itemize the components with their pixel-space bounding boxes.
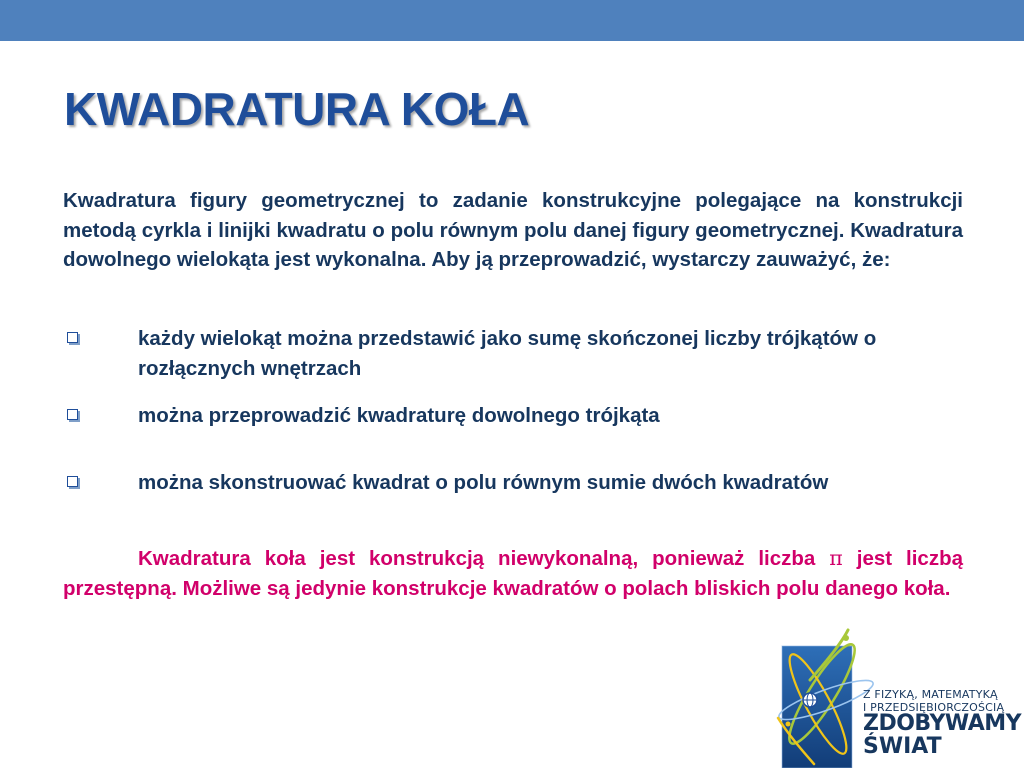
bullet-text: każdy wielokąt można przedstawić jako sumę skończonej liczby trójkątów o rozłącznych wnętrzach bbox=[138, 327, 877, 380]
logo-name: ZDOBYWAMY bbox=[863, 711, 1022, 736]
top-accent-bar bbox=[0, 0, 1024, 41]
intro-paragraph: Kwadratura figury geometrycznej to zadanie konstrukcyjne polegające na konstrukcji metodą cyrkla i linijki kwadratu o polu równym polu danej figury geometrycznej. Kwadratura dowolnego wielokąta jest wykonalna. Aby ją przeprowadzić, wystarczy zauważyć, że: bbox=[63, 189, 963, 271]
logo-tagline: Z FIZYKĄ, MATEMATYKĄ bbox=[863, 688, 998, 701]
square-bullet-icon bbox=[67, 332, 78, 343]
square-bullet-icon bbox=[67, 409, 78, 420]
square-bullet-icon bbox=[67, 476, 78, 487]
slide-title: KWADRATURA KOŁA bbox=[64, 83, 530, 135]
bullet-text: można przeprowadzić kwadraturę dowolnego trójkąta bbox=[138, 404, 660, 427]
bullet-item bbox=[63, 468, 963, 498]
zdobywamy-swiat-logo bbox=[766, 622, 1024, 768]
conclusion-text-start: Kwadratura koła jest konstrukcją niewykonalną, ponieważ liczba bbox=[138, 547, 830, 570]
conclusion-paragraph bbox=[63, 544, 963, 603]
conclusion-text-end: jest liczbą przestępną. Możliwe są jedynie konstrukcje kwadratów o polach bliskich polu danego koła. bbox=[63, 547, 963, 600]
bullet-text: można skonstruować kwadrat o polu równym sumie dwóch kwadratów bbox=[138, 471, 829, 494]
bullet-item bbox=[63, 401, 963, 431]
bullet-item bbox=[63, 324, 963, 383]
logo-tagline: I PRZEDSIĘBIORCZOŚCIĄ bbox=[863, 701, 1005, 714]
logo-name: ŚWIAT bbox=[863, 734, 942, 759]
pi-symbol: π bbox=[829, 546, 843, 570]
